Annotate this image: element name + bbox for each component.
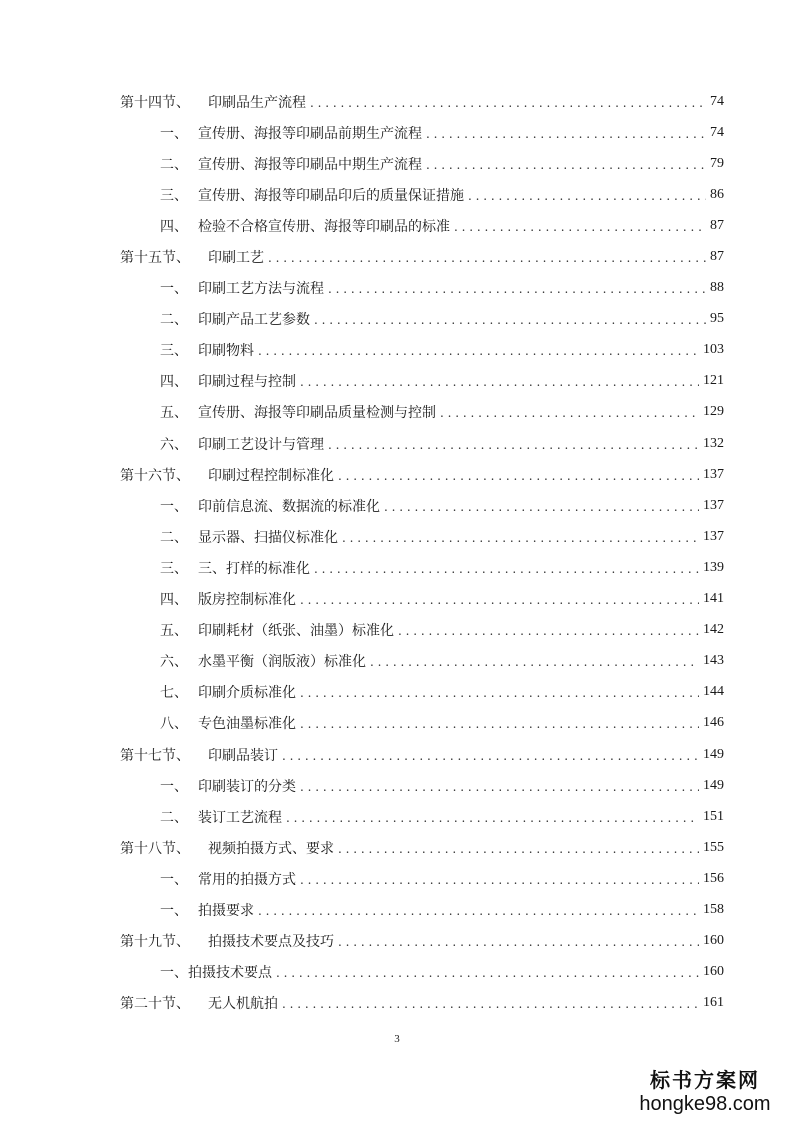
toc-dot-leader <box>314 313 706 327</box>
toc-dot-leader <box>342 531 699 545</box>
toc-dot-leader <box>258 904 699 918</box>
toc-page-number: 86 <box>710 186 724 202</box>
toc-entry-number: 三、 <box>160 343 188 360</box>
toc-page-number: 132 <box>703 435 724 451</box>
toc-subsection-entry[interactable] <box>0 957 794 988</box>
toc-entry-number: 五、 <box>160 623 188 640</box>
toc-page-number: 141 <box>703 591 724 607</box>
toc-entry-title: 印刷过程控制标准化 <box>208 467 334 484</box>
toc-entry-number: 二、 <box>160 809 188 826</box>
toc-subsection-entry[interactable] <box>0 210 794 241</box>
toc-entry-number: 第十七节、 <box>120 747 190 764</box>
toc-page-number: 160 <box>703 964 724 980</box>
toc-page-number: 137 <box>703 528 724 544</box>
toc-page-number: 151 <box>703 808 724 824</box>
toc-dot-leader <box>314 562 699 576</box>
toc-entry-number: 三、 <box>160 187 188 204</box>
toc-subsection-entry[interactable] <box>0 770 794 801</box>
toc-subsection-entry[interactable] <box>0 117 794 148</box>
toc-entry-title: 检验不合格宣传册、海报等印刷品的标准 <box>198 218 450 235</box>
toc-dot-leader <box>468 189 706 203</box>
toc-entry-title: 印刷品装订 <box>208 747 278 764</box>
toc-entry-title: 三、打样的标准化 <box>198 560 310 577</box>
toc-entry-title: 印刷工艺方法与流程 <box>198 281 324 298</box>
toc-dot-leader <box>398 624 699 638</box>
toc-entry-number: 一、 <box>160 871 188 888</box>
toc-subsection-entry[interactable] <box>0 801 794 832</box>
toc-entry-title: 拍摄要求 <box>198 902 254 919</box>
toc-page-number: 144 <box>703 684 724 700</box>
toc-page-number: 87 <box>710 217 724 233</box>
toc-dot-leader <box>300 686 699 700</box>
toc-entry-title: 印刷品生产流程 <box>208 94 306 111</box>
toc-entry-title: 宣传册、海报等印刷品中期生产流程 <box>198 156 422 173</box>
toc-entry-number: 二、 <box>160 529 188 546</box>
toc-dot-leader <box>282 997 699 1011</box>
toc-page-number: 103 <box>703 342 724 358</box>
toc-dot-leader <box>328 438 699 452</box>
toc-entry-number: 四、 <box>160 374 188 391</box>
toc-subsection-entry[interactable] <box>0 335 794 366</box>
toc-dot-leader <box>300 873 699 887</box>
table-of-contents <box>0 86 794 1019</box>
watermark-url: hongke98.com <box>639 1093 771 1115</box>
toc-entry-number: 第十九节、 <box>120 934 190 951</box>
toc-subsection-entry[interactable] <box>0 552 794 583</box>
toc-section-entry[interactable] <box>0 832 794 863</box>
toc-entry-number: 四、 <box>160 592 188 609</box>
toc-entry-title: 常用的拍摄方式 <box>198 871 296 888</box>
toc-section-entry[interactable] <box>0 86 794 117</box>
toc-subsection-entry[interactable] <box>0 304 794 335</box>
watermark-logo <box>630 1068 780 1116</box>
toc-page-number: 146 <box>703 715 724 731</box>
toc-dot-leader <box>328 282 706 296</box>
toc-subsection-entry[interactable] <box>0 677 794 708</box>
toc-entry-number: 一、 <box>160 778 188 795</box>
toc-subsection-entry[interactable] <box>0 490 794 521</box>
toc-section-entry[interactable] <box>0 241 794 272</box>
toc-entry-title: 印刷介质标准化 <box>198 685 296 702</box>
toc-page-number: 137 <box>703 466 724 482</box>
toc-dot-leader <box>338 935 699 949</box>
toc-dot-leader <box>338 469 699 483</box>
toc-entry-title: 印刷过程与控制 <box>198 374 296 391</box>
toc-dot-leader <box>426 127 706 141</box>
toc-entry-title: 拍摄技术要点 <box>188 965 272 982</box>
toc-entry-number: 一、 <box>160 125 188 142</box>
toc-entry-title: 宣传册、海报等印刷品质量检测与控制 <box>198 405 436 422</box>
toc-entry-number: 二、 <box>160 312 188 329</box>
toc-entry-title: 印刷工艺设计与管理 <box>198 436 324 453</box>
toc-page-number: 88 <box>710 280 724 296</box>
toc-entry-title: 印刷装订的分类 <box>198 778 296 795</box>
toc-entry-number: 第十五节、 <box>120 250 190 267</box>
toc-dot-leader <box>338 842 699 856</box>
toc-dot-leader <box>282 749 699 763</box>
toc-entry-number: 七、 <box>160 685 188 702</box>
toc-entry-title: 印刷物料 <box>198 343 254 360</box>
toc-subsection-entry[interactable] <box>0 521 794 552</box>
toc-dot-leader <box>300 375 699 389</box>
toc-dot-leader <box>310 96 706 110</box>
toc-entry-number: 第十六节、 <box>120 467 190 484</box>
toc-entry-title: 拍摄技术要点及技巧 <box>208 934 334 951</box>
toc-subsection-entry[interactable] <box>0 863 794 894</box>
toc-entry-title: 专色油墨标准化 <box>198 716 296 733</box>
toc-subsection-entry[interactable] <box>0 646 794 677</box>
toc-page-number: 74 <box>710 93 724 109</box>
toc-dot-leader <box>268 251 706 265</box>
watermark-title: 标书方案网 <box>650 1068 760 1092</box>
toc-page-number: 143 <box>703 653 724 669</box>
toc-entry-title: 水墨平衡（润版液）标准化 <box>198 654 366 671</box>
toc-page-number: 149 <box>703 746 724 762</box>
toc-entry-number: 四、 <box>160 218 188 235</box>
toc-page-number: 139 <box>703 559 724 575</box>
toc-page-number: 155 <box>703 839 724 855</box>
toc-entry-title: 印刷产品工艺参数 <box>198 312 310 329</box>
toc-dot-leader <box>384 500 699 514</box>
toc-dot-leader <box>300 780 699 794</box>
toc-dot-leader <box>258 344 699 358</box>
toc-entry-number: 二、 <box>160 156 188 173</box>
toc-page-number: 161 <box>703 995 724 1011</box>
toc-entry-number: 一、 <box>160 902 188 919</box>
toc-dot-leader <box>454 220 706 234</box>
toc-dot-leader <box>426 158 706 172</box>
toc-entry-title: 无人机航拍 <box>208 996 278 1013</box>
toc-entry-title: 装订工艺流程 <box>198 809 282 826</box>
toc-page-number: 156 <box>703 870 724 886</box>
toc-entry-number: 三、 <box>160 560 188 577</box>
toc-page-number: 95 <box>710 311 724 327</box>
toc-page-number: 158 <box>703 901 724 917</box>
toc-entry-number: 第二十节、 <box>120 996 190 1013</box>
toc-page-number: 74 <box>710 124 724 140</box>
toc-subsection-entry[interactable] <box>0 894 794 925</box>
toc-subsection-entry[interactable] <box>0 708 794 739</box>
toc-dot-leader <box>370 655 699 669</box>
toc-subsection-entry[interactable] <box>0 366 794 397</box>
toc-entry-number: 六、 <box>160 654 188 671</box>
toc-entry-title: 印前信息流、数据流的标准化 <box>198 498 380 515</box>
toc-dot-leader <box>276 966 699 980</box>
toc-page-number: 160 <box>703 933 724 949</box>
toc-entry-title: 印刷工艺 <box>208 250 264 267</box>
toc-entry-number: 八、 <box>160 716 188 733</box>
toc-section-entry[interactable] <box>0 988 794 1019</box>
toc-entry-number: 一、 <box>160 281 188 298</box>
toc-subsection-entry[interactable] <box>0 397 794 428</box>
toc-entry-title: 宣传册、海报等印刷品前期生产流程 <box>198 125 422 142</box>
toc-page-number: 121 <box>703 373 724 389</box>
toc-entry-number: 五、 <box>160 405 188 422</box>
toc-dot-leader <box>300 717 699 731</box>
toc-subsection-entry[interactable] <box>0 428 794 459</box>
toc-entry-title: 视频拍摄方式、要求 <box>208 840 334 857</box>
toc-entry-number: 一、 <box>160 965 188 982</box>
toc-entry-title: 印刷耗材（纸张、油墨）标准化 <box>198 623 394 640</box>
toc-page-number: 149 <box>703 777 724 793</box>
toc-section-entry[interactable] <box>0 926 794 957</box>
toc-section-entry[interactable] <box>0 739 794 770</box>
toc-dot-leader <box>440 406 699 420</box>
toc-entry-title: 宣传册、海报等印刷品印后的质量保证措施 <box>198 187 464 204</box>
toc-entry-number: 第十八节、 <box>120 840 190 857</box>
toc-entry-number: 一、 <box>160 498 188 515</box>
toc-subsection-entry[interactable] <box>0 615 794 646</box>
toc-page-number: 79 <box>710 155 724 171</box>
toc-subsection-entry[interactable] <box>0 179 794 210</box>
toc-subsection-entry[interactable] <box>0 273 794 304</box>
toc-page-number: 87 <box>710 249 724 265</box>
page-number: 3 <box>394 1033 400 1045</box>
toc-page-number: 129 <box>703 404 724 420</box>
toc-entry-number: 第十四节、 <box>120 94 190 111</box>
toc-dot-leader <box>300 593 699 607</box>
toc-entry-number: 六、 <box>160 436 188 453</box>
toc-subsection-entry[interactable] <box>0 584 794 615</box>
toc-dot-leader <box>286 811 699 825</box>
toc-page-number: 137 <box>703 497 724 513</box>
toc-page-number: 142 <box>703 622 724 638</box>
toc-subsection-entry[interactable] <box>0 148 794 179</box>
toc-section-entry[interactable] <box>0 459 794 490</box>
toc-entry-title: 显示器、扫描仪标准化 <box>198 529 338 546</box>
toc-entry-title: 版房控制标准化 <box>198 592 296 609</box>
